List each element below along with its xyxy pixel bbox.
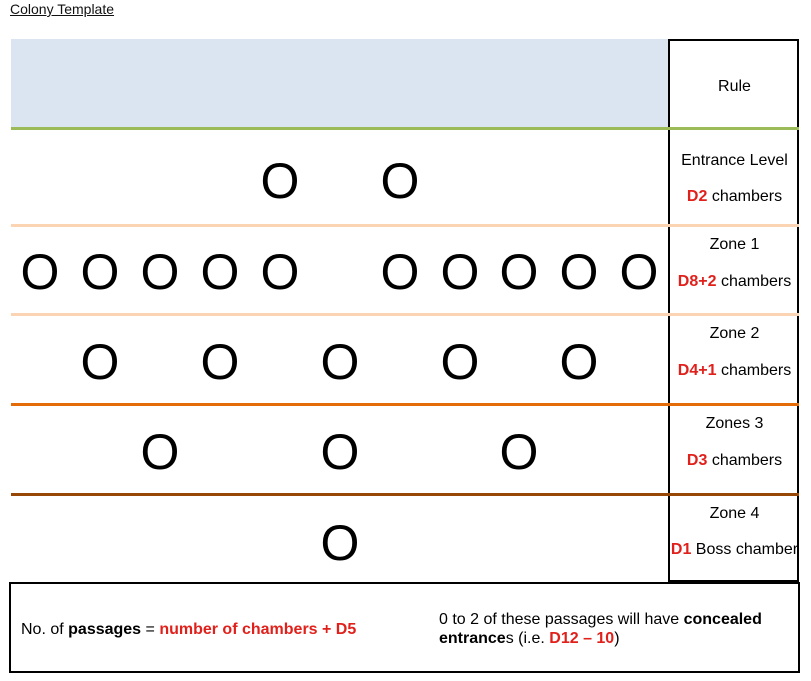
- chamber-entrance-1: O: [260, 153, 300, 209]
- chamber-zone-3-2: O: [320, 424, 360, 480]
- rule-title: Zone 1: [709, 236, 760, 253]
- rule-suffix: chambers: [707, 452, 783, 469]
- surface-divider: [11, 127, 799, 130]
- chamber-zone-2-2: O: [200, 334, 240, 390]
- chamber-zone-3-1: O: [140, 424, 180, 480]
- chamber-zone-3-3: O: [499, 424, 539, 480]
- rule-title: Entrance Level: [681, 152, 788, 169]
- rule-zone-1: [670, 235, 799, 291]
- chamber-zone-1-4: O: [200, 244, 240, 300]
- chamber-zone-2-3: O: [320, 334, 360, 390]
- rule-suffix: chambers: [716, 362, 792, 379]
- concealed-text-3: ): [614, 630, 620, 647]
- rule-title: Zones 3: [705, 415, 764, 432]
- passages-bold: passages: [68, 621, 142, 638]
- rule-zone-2: [670, 324, 799, 380]
- concealed-bold-2: entrance: [439, 630, 506, 647]
- rule-suffix: chambers: [707, 188, 783, 205]
- passages-rule: [21, 620, 356, 639]
- zone-1-divider: [11, 224, 799, 227]
- zone-2-divider: [11, 313, 799, 316]
- chamber-zone-1-6: O: [380, 244, 420, 300]
- rule-suffix: chambers: [716, 273, 792, 290]
- rule-dice: D4+1: [677, 362, 717, 379]
- rule-title: Zone 2: [709, 325, 760, 342]
- concealed-bold-1: concealed: [683, 611, 762, 628]
- rule-zone-4: [670, 504, 799, 559]
- rule-entrance: [670, 151, 799, 206]
- passages-formula: number of chambers + D5: [159, 621, 357, 638]
- chamber-zone-2-5: O: [559, 334, 599, 390]
- chamber-zone-2-4: O: [440, 334, 480, 390]
- rule-header: Rule: [718, 78, 751, 95]
- zone-3-divider: [11, 403, 799, 406]
- surface-sky-band: [11, 39, 669, 127]
- passages-middle: =: [141, 621, 160, 638]
- rule-zone-3: [670, 414, 799, 470]
- chamber-zone-1-10: O: [619, 244, 659, 300]
- concealed-text-2: s (i.e.: [505, 630, 550, 647]
- rule-title: Zone 4: [709, 505, 760, 522]
- chamber-zone-1-1: O: [20, 244, 60, 300]
- chamber-zone-1-5: O: [260, 244, 300, 300]
- chamber-zone-1-2: O: [80, 244, 120, 300]
- rule-dice: D3: [686, 452, 708, 469]
- concealed-formula: D12 – 10: [549, 630, 615, 647]
- concealed-text-1: 0 to 2 of these passages will have: [439, 611, 684, 628]
- rule-dice: D1: [670, 541, 692, 558]
- chamber-zone-2-1: O: [80, 334, 120, 390]
- rule-dice: D2: [686, 188, 708, 205]
- rule-suffix: Boss chamber: [691, 541, 799, 558]
- page-title: Colony Template: [10, 1, 115, 17]
- chamber-entrance-2: O: [380, 153, 420, 209]
- chamber-zone-1-3: O: [140, 244, 180, 300]
- passages-prefix: No. of: [21, 621, 69, 638]
- rule-column: [668, 39, 799, 582]
- chamber-zone-1-9: O: [559, 244, 599, 300]
- concealed-rule: [439, 610, 794, 648]
- chamber-zone-4-boss: O: [320, 515, 360, 571]
- chamber-zone-1-8: O: [499, 244, 539, 300]
- rule-dice: D8+2: [677, 273, 717, 290]
- zone-4-divider: [11, 493, 799, 496]
- chamber-zone-1-7: O: [440, 244, 480, 300]
